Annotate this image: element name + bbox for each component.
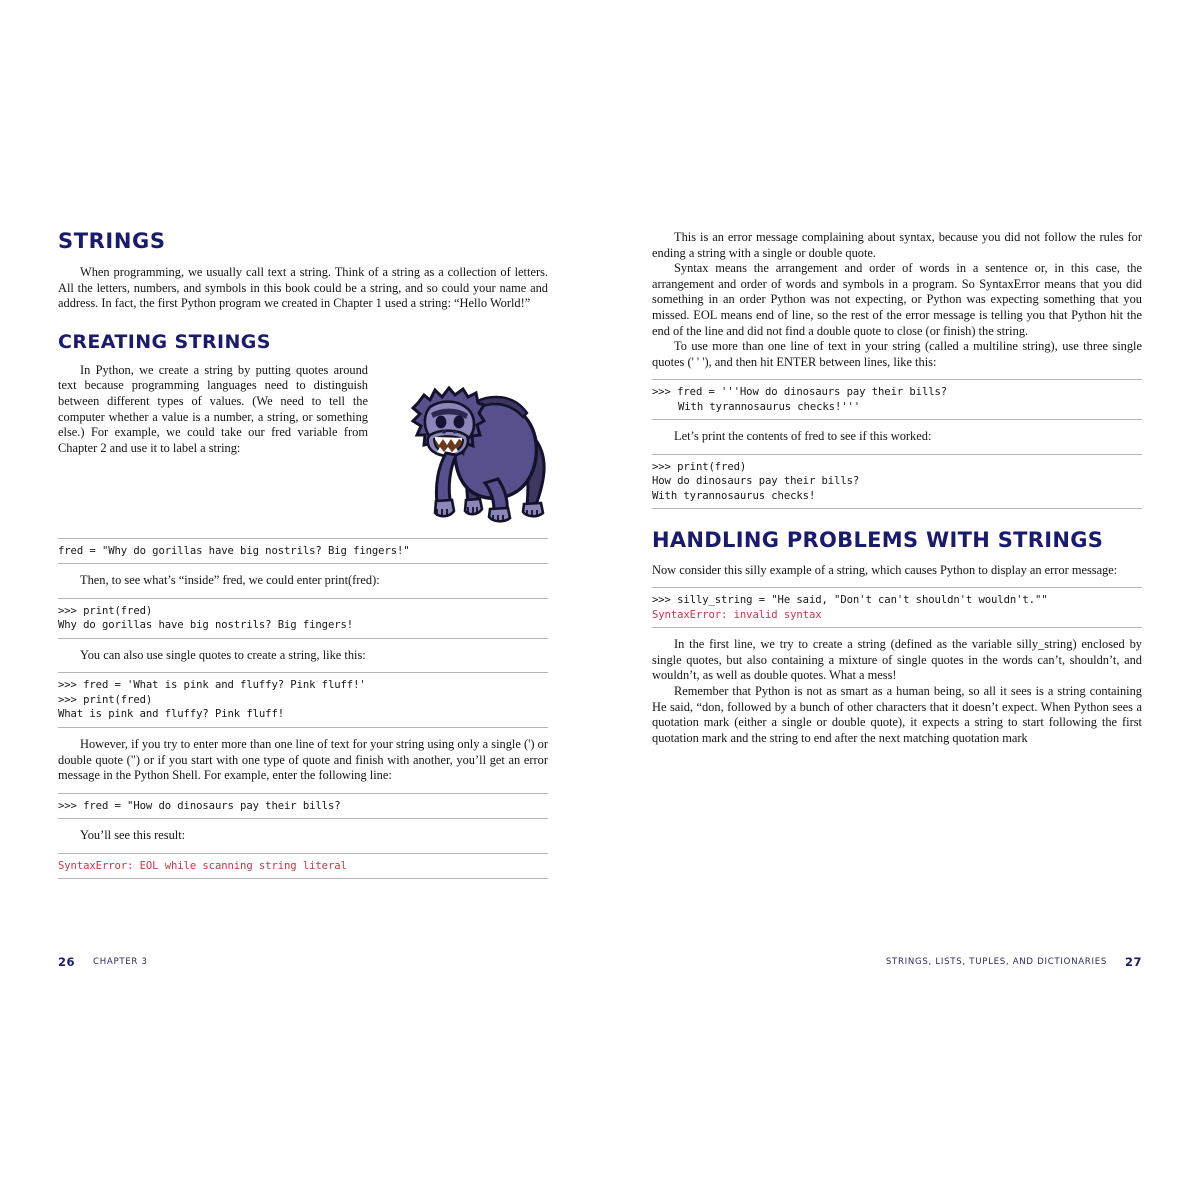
code-block-2 — [58, 598, 548, 639]
paragraph-silly-example: Now consider this silly example of a string, which causes Python to display an error message: — [652, 562, 1118, 577]
gorilla-illustration — [378, 363, 548, 527]
right-page — [652, 230, 1142, 970]
page-number: 27 — [1124, 955, 1142, 969]
paragraph-multiline-warning: However, if you try to enter more than one line of text for your string using only a single (') or double quote (") or if you start with one type of quote and finish with another, you’ll get an error message in the Python Shell. For example, enter the following line: — [58, 736, 548, 783]
section-heading-creating-strings: CREATING STRINGS — [58, 330, 271, 353]
code-line: >>> print(fred) — [652, 460, 747, 473]
paragraph-python-not-smart: Remember that Python is not as smart as a human being, so all it sees is a string containing He said, “don, followed by a bunch of other characters that it doesn’t expect. When Python sees a quotation mark (either a single or double quote), it expects a string to start following the first quotation mark and the string to end after the next matching quotation mark — [652, 683, 1142, 745]
page-title-strings: STRINGS — [58, 229, 166, 253]
code-line: With tyrannosaurus checks!''' — [678, 400, 861, 413]
creating-strings-body — [58, 363, 548, 529]
code-line: fred = "Why do gorillas have big nostrils? Big fingers!" — [58, 544, 410, 557]
code-line: >>> fred = '''How do dinosaurs pay their bills? — [652, 386, 948, 399]
code-line: Why do gorillas have big nostrils? Big fingers! — [58, 619, 354, 632]
left-page-footer — [58, 954, 548, 970]
code-line: How do dinosaurs pay their bills? — [652, 475, 860, 488]
syntax-error-line: SyntaxError: invalid syntax — [652, 608, 822, 621]
paragraph-multiline-intro: To use more than one line of text in your string (called a multiline string), use three single quotes (' ' '), and then hit ENTER between lines, like this: — [652, 339, 1142, 369]
section-heading-handling-problems: HANDLING PROBLEMS WITH STRINGS — [652, 528, 1104, 553]
paragraph-error-explanation: This is an error message complaining about syntax, because you did not follow the rules for ending a string with a single or double quote. — [652, 230, 1142, 260]
code-block-5-error — [58, 853, 548, 880]
code-block-print-result — [652, 454, 1142, 510]
creating-strings-paragraph: In Python, we create a string by putting quotes around text because programming languages need to distinguish between different types of values. (We need to tell the computer whether a value is a number, a string, or something else.) For example, we could take our fred variable from Chapter 2 and use it to label a string: — [58, 362, 368, 455]
paragraph-first-line-explanation: In the first line, we try to create a string (defined as the variable silly_string) enclosed by single quotes, but also containing a mixture of single quotes in the words can’t, shouldn’t, and wouldn’t, as well as double quotes. What a mess! — [652, 637, 1142, 683]
syntax-error-line: SyntaxError: EOL while scanning string literal — [58, 859, 347, 872]
intro-paragraph: When programming, we usually call text a string. Think of a string as a collection of letters. All the letters, numbers, and symbols in this book could be a string, and so could your name and address. In fact, the first Python program we created in Chapter 1 used a string: “Hello World!” — [58, 265, 548, 311]
paragraph-print-fred: Let’s print the contents of fred to see if this worked: — [674, 429, 932, 444]
paragraph-result: You’ll see this result: — [80, 828, 186, 843]
running-head: CHAPTER 3 — [93, 957, 148, 967]
code-block-silly-string — [652, 587, 1142, 628]
code-line: >>> print(fred) — [58, 604, 153, 617]
code-line: What is pink and fluffy? Pink fluff! — [58, 708, 285, 721]
code-block-multiline — [652, 379, 1142, 420]
paragraph-single-quotes: You can also use single quotes to create a string, like this: — [80, 647, 366, 662]
running-head: STRINGS, LISTS, TUPLES, AND DICTIONARIES — [885, 957, 1107, 967]
left-page — [58, 230, 548, 970]
code-line: >>> silly_string = "He said, "Don't can't shouldn't wouldn't."" — [652, 594, 1048, 607]
code-line: >>> fred = "How do dinosaurs pay their bills? — [58, 799, 341, 812]
code-line: >>> fred = 'What is pink and fluffy? Pink fluff!' — [58, 679, 366, 692]
code-block-3 — [58, 672, 548, 728]
code-block-4 — [58, 793, 548, 820]
right-page-footer — [652, 954, 1142, 970]
page-number: 26 — [58, 955, 76, 969]
code-line: With tyrannosaurus checks! — [652, 489, 816, 502]
code-block-1 — [58, 538, 548, 565]
paragraph-syntax-definition: Syntax means the arrangement and order of words in a sentence or, in this case, the arrangement and order of words and symbols in a program. So SyntaxError means that you did something in an order Python was not expecting, or Python was expecting something that you missed. EOL means end of line, so the rest of the error message is telling you that Python hit the end of the line and did not find a double quote to close (or finish) the string. — [652, 261, 1142, 338]
paragraph-inside-fred: Then, to see what’s “inside” fred, we could enter print(fred): — [80, 573, 380, 588]
code-line: >>> print(fred) — [58, 693, 153, 706]
